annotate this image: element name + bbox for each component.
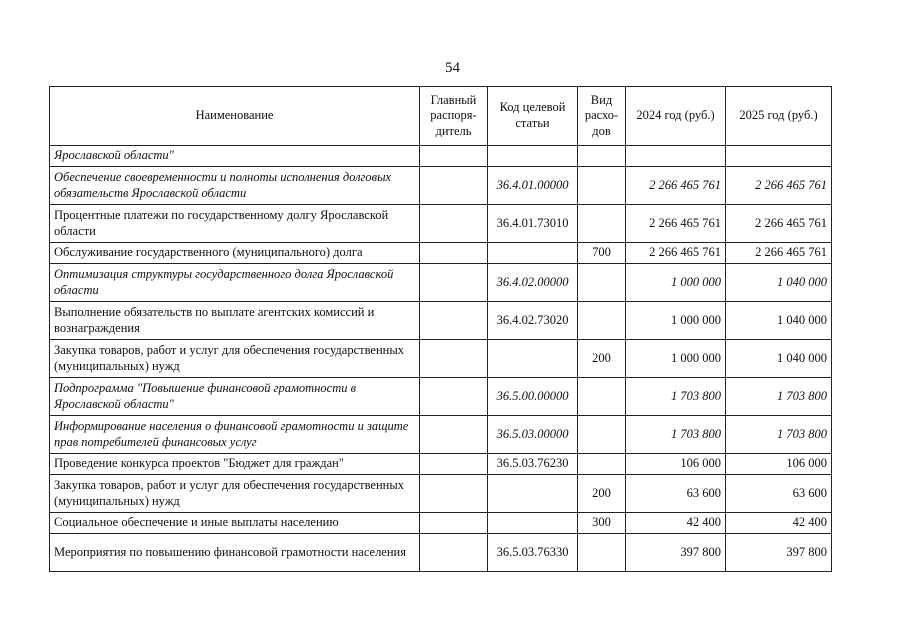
cell-code	[488, 475, 578, 513]
cell-name: Закупка товаров, работ и услуг для обеспечения государственных (муниципальных) нужд	[50, 475, 420, 513]
table-row	[50, 534, 832, 572]
cell-glavny	[420, 264, 488, 302]
header-code: Код целевой статьи	[488, 87, 578, 146]
cell-name: Обеспечение своевременности и полноты исполнения долговых обязательств Ярославской области	[50, 167, 420, 205]
cell-2025: 1 040 000	[726, 302, 832, 340]
table-row	[50, 454, 832, 475]
cell-code	[488, 513, 578, 534]
table-row	[50, 513, 832, 534]
cell-name: Проведение конкурса проектов "Бюджет для граждан"	[50, 454, 420, 475]
cell-glavny	[420, 513, 488, 534]
cell-name: Закупка товаров, работ и услуг для обеспечения государственных (муниципальных) нужд	[50, 340, 420, 378]
table-row	[50, 416, 832, 454]
table-row	[50, 475, 832, 513]
cell-2025: 106 000	[726, 454, 832, 475]
cell-2025: 42 400	[726, 513, 832, 534]
cell-name: Подпрограмма "Повышение финансовой грамотности в Ярославской области"	[50, 378, 420, 416]
budget-table	[49, 86, 832, 572]
cell-name: Оптимизация структуры государственного долга Ярославской области	[50, 264, 420, 302]
cell-code	[488, 243, 578, 264]
table-row	[50, 167, 832, 205]
cell-2024: 2 266 465 761	[626, 205, 726, 243]
cell-2025: 1 703 800	[726, 416, 832, 454]
cell-2024: 1 000 000	[626, 302, 726, 340]
cell-glavny	[420, 454, 488, 475]
cell-vid: 200	[578, 340, 626, 378]
table-row	[50, 146, 832, 167]
table-row	[50, 378, 832, 416]
cell-2024: 63 600	[626, 475, 726, 513]
cell-2025: 63 600	[726, 475, 832, 513]
cell-glavny	[420, 475, 488, 513]
cell-vid	[578, 534, 626, 572]
page-number: 54	[445, 60, 460, 76]
cell-code: 36.5.03.76230	[488, 454, 578, 475]
header-vid: Вид расхо-дов	[578, 87, 626, 146]
cell-code: 36.4.01.73010	[488, 205, 578, 243]
cell-code: 36.5.03.76330	[488, 534, 578, 572]
table-row	[50, 243, 832, 264]
header-name: Наименование	[50, 87, 420, 146]
cell-glavny	[420, 340, 488, 378]
cell-vid: 200	[578, 475, 626, 513]
cell-code	[488, 340, 578, 378]
table-header-row	[50, 87, 832, 146]
cell-glavny	[420, 243, 488, 264]
cell-glavny	[420, 167, 488, 205]
cell-glavny	[420, 205, 488, 243]
cell-2024	[626, 146, 726, 167]
cell-vid	[578, 302, 626, 340]
cell-glavny	[420, 302, 488, 340]
cell-glavny	[420, 534, 488, 572]
header-2024: 2024 год (руб.)	[626, 87, 726, 146]
cell-name: Выполнение обязательств по выплате агентских комиссий и вознаграждения	[50, 302, 420, 340]
cell-code: 36.4.01.00000	[488, 167, 578, 205]
cell-code: 36.4.02.73020	[488, 302, 578, 340]
cell-name: Обслуживание государственного (муниципального) долга	[50, 243, 420, 264]
cell-name: Процентные платежи по государственному долгу Ярославской области	[50, 205, 420, 243]
cell-2024: 2 266 465 761	[626, 167, 726, 205]
cell-name: Мероприятия по повышению финансовой грамотности населения	[50, 534, 420, 572]
cell-2025: 1 040 000	[726, 340, 832, 378]
header-2025: 2025 год (руб.)	[726, 87, 832, 146]
cell-glavny	[420, 378, 488, 416]
cell-2024: 397 800	[626, 534, 726, 572]
cell-2025: 1 703 800	[726, 378, 832, 416]
cell-2025: 2 266 465 761	[726, 205, 832, 243]
cell-vid: 300	[578, 513, 626, 534]
cell-2025: 2 266 465 761	[726, 167, 832, 205]
header-glavny: Главный распоря-дитель	[420, 87, 488, 146]
table-row	[50, 302, 832, 340]
cell-2025: 1 040 000	[726, 264, 832, 302]
cell-2024: 1 000 000	[626, 340, 726, 378]
cell-2025	[726, 146, 832, 167]
cell-2024: 1 703 800	[626, 416, 726, 454]
cell-code: 36.4.02.00000	[488, 264, 578, 302]
cell-name: Ярославской области"	[50, 146, 420, 167]
cell-glavny	[420, 416, 488, 454]
table-row	[50, 264, 832, 302]
cell-vid	[578, 205, 626, 243]
cell-2024: 106 000	[626, 454, 726, 475]
cell-vid	[578, 454, 626, 475]
cell-name: Информирование населения о финансовой грамотности и защите прав потребителей финансовых услуг	[50, 416, 420, 454]
table-row	[50, 205, 832, 243]
cell-glavny	[420, 146, 488, 167]
cell-vid	[578, 167, 626, 205]
cell-vid	[578, 378, 626, 416]
cell-2024: 2 266 465 761	[626, 243, 726, 264]
cell-2025: 2 266 465 761	[726, 243, 832, 264]
cell-name: Социальное обеспечение и иные выплаты населению	[50, 513, 420, 534]
cell-vid: 700	[578, 243, 626, 264]
cell-vid	[578, 264, 626, 302]
cell-vid	[578, 416, 626, 454]
table-row	[50, 340, 832, 378]
cell-2024: 42 400	[626, 513, 726, 534]
cell-code: 36.5.00.00000	[488, 378, 578, 416]
cell-2024: 1 703 800	[626, 378, 726, 416]
cell-code	[488, 146, 578, 167]
cell-2024: 1 000 000	[626, 264, 726, 302]
cell-2025: 397 800	[726, 534, 832, 572]
cell-code: 36.5.03.00000	[488, 416, 578, 454]
cell-vid	[578, 146, 626, 167]
